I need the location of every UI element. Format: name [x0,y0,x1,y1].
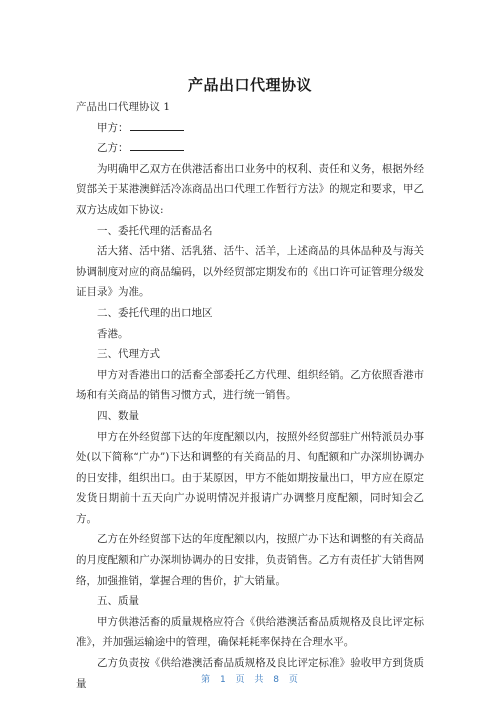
party-a-blank [130,118,184,131]
document-subtitle: 产品出口代理协议 1 [76,101,171,113]
page-footer: 第 1 页 共 8 页 [201,675,299,685]
document-body [76,97,424,694]
party-a-line [76,118,424,139]
section-heading-2: 二、委托代理的出口地区 [97,306,213,319]
paragraph-quantity-a: 甲方在外经贸部下达的年度配额以内，按照外经贸部驻广州特派员办事处(以下简称“广办”)下达和调整的有关商品的月、旬配额和广办深圳协调办的日安排，组织出口。由于某原因，甲方不能如期按量出口，甲方应在原定发货日期前十五天向广办说明情况并报请广办调整月度配额，同时知会乙方。 [76,430,424,525]
section-heading-5: 五、质量 [97,595,139,608]
paragraph-method: 甲方对香港出口的活畜全部委托乙方代理、组织经销。乙方依照香港市场和有关商品的销售习惯方式，进行统一销售。 [76,368,424,402]
section-heading-3: 三、代理方式 [97,348,160,361]
paragraph-products: 活大猪、活中猪、活乳猪、活牛、活羊，上述商品的具体品种及与海关协调制度对应的商品编码，以外经贸部定期发布的《出口许可证管理分级发证目录》为准。 [76,245,424,299]
paragraph-intro: 为明确甲乙双方在供港活畜出口业务中的权利、责任和义务，根据外经贸部关于某港澳鲜活冷冻商品出口代理工作暂行方法》的规定和要求，甲乙双方达成如下协议: [76,162,424,216]
section-heading-1: 一、委托代理的活畜品名 [97,224,213,237]
paragraph-quantity-b: 乙方在外经贸部下达的年度配额以内，按照广办下达和调整的有关商品的月度配额和广办深圳协调办的日安排，负责销售。乙方有责任扩大销售网络，加强推销，掌握合理的售价，扩大销量。 [76,533,424,587]
party-b-line [76,138,424,159]
document-title: 产品出口代理协议 [187,76,312,94]
paragraph-quality-a: 甲方供港活畜的质量规格应符合《供给港澳活畜品质规格及良比评定标准》，并加强运输途中的管理，确保耗耗率保持在合理水平。 [76,615,424,649]
party-b-blank [130,138,184,151]
party-a-label: 甲方： [97,121,129,134]
paragraph-region: 香港。 [97,327,129,340]
section-heading-4: 四、数量 [97,409,139,422]
party-b-label: 乙方： [97,142,129,155]
paragraph-quality-b: 乙方负责按《供给港澳活畜品质规格及良比评定标准》验收甲方到货质量 [76,657,424,690]
